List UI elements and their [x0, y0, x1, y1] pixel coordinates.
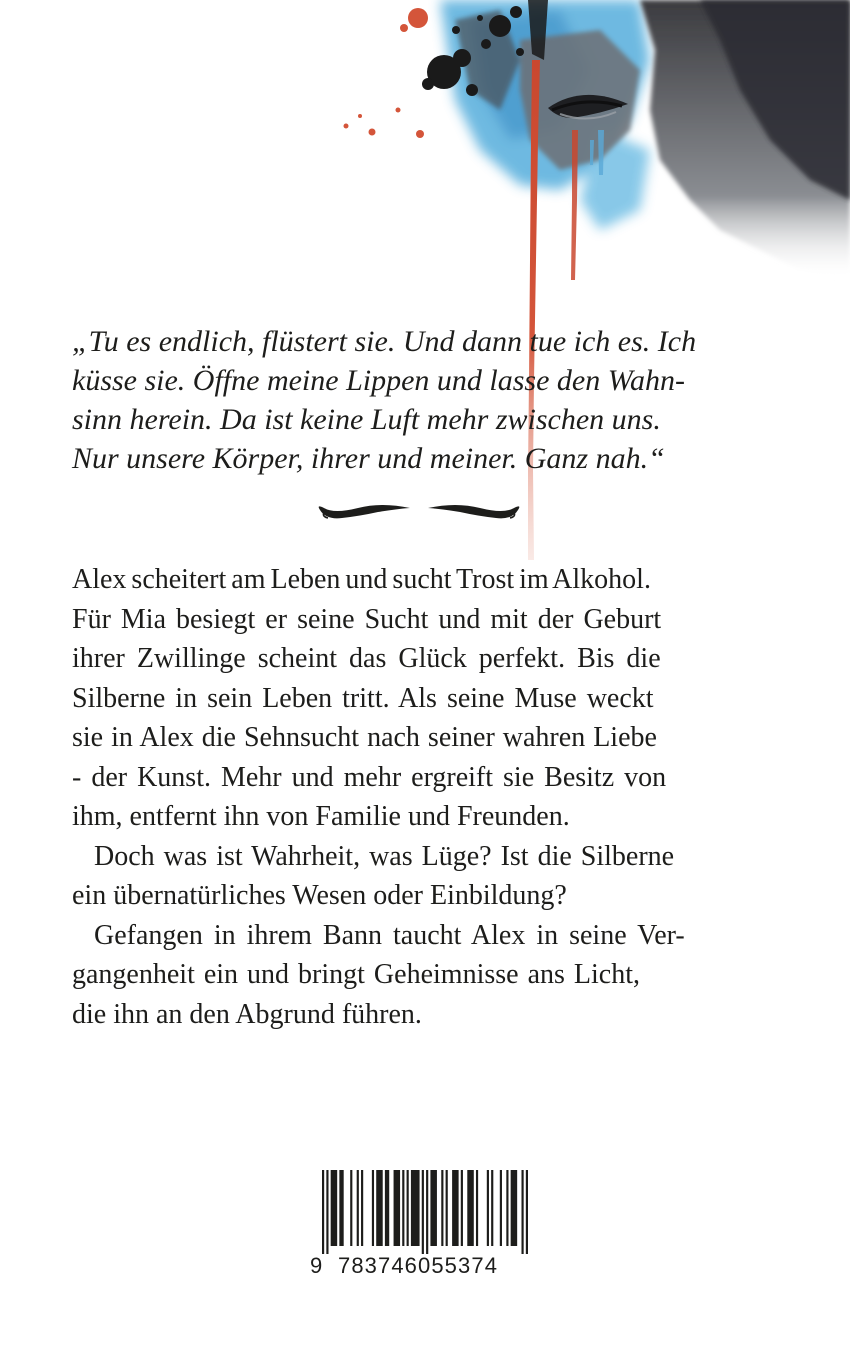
barcode-bar: [422, 1170, 424, 1254]
barcode-bar: [467, 1170, 474, 1246]
barcode-bar: [487, 1170, 489, 1246]
barcode-bar: [500, 1170, 502, 1246]
quote-line: küsse sie. Öffne meine Lippen und lasse den Wahn-: [72, 364, 685, 397]
blurb-line: ihrer Zwillinge scheint das Glück perfekt. Bis die: [72, 643, 661, 674]
blurb-line: Silberne in sein Leben tritt. Als seine Muse weckt: [72, 682, 654, 714]
red-splatters: [344, 8, 429, 138]
barcode-bar: [506, 1170, 508, 1246]
blurb-line: Für Mia besiegt er seine Sucht und mit der Geburt: [72, 603, 662, 635]
barcode-bar: [326, 1170, 328, 1254]
barcode-bar: [461, 1170, 463, 1246]
blurb-line: Doch was ist Wahrheit, was Lüge? Ist die Silberne: [94, 840, 675, 872]
barcode-bar: [372, 1170, 374, 1246]
quote-line: Nur unsere Körper, ihrer und meiner. Ganz nah.“: [72, 442, 665, 475]
barcode-bar: [426, 1170, 428, 1254]
barcode-bar: [430, 1170, 437, 1246]
barcode-bar: [394, 1170, 401, 1246]
barcode-bar: [526, 1170, 528, 1254]
barcode-bar: [350, 1170, 352, 1246]
blurb-line: Alex scheitert am Leben und sucht Trost im Alkohol.: [72, 564, 651, 595]
barcode-bar: [476, 1170, 478, 1246]
barcode-bar: [376, 1170, 383, 1246]
quote-line: sinn herein. Da ist keine Luft mehr zwischen uns.: [72, 403, 661, 436]
barcode-bar: [411, 1170, 420, 1246]
barcode-bar: [361, 1170, 363, 1246]
barcode-bar: [331, 1170, 338, 1246]
hair-shadow: [640, 0, 850, 280]
blurb-paragraph: [72, 560, 762, 837]
barcode-bar: [357, 1170, 359, 1246]
barcode-bar: [491, 1170, 493, 1246]
blurb-line: sie in Alex die Sehnsucht nach seiner wahren Liebe: [72, 722, 657, 753]
barcode-bar: [322, 1170, 324, 1254]
blurb-line: gangenheit ein und bringt Geheimnisse ans Licht,: [72, 959, 640, 990]
barcode-bar: [407, 1170, 409, 1246]
barcode-bar: [339, 1170, 343, 1246]
back-cover-quote: [72, 322, 762, 478]
barcode-bar: [441, 1170, 443, 1246]
quote-line: „Tu es endlich, flüstert sie. Und dann tue ich es. Ich: [72, 325, 697, 358]
barcode-bar: [446, 1170, 448, 1246]
isbn-number: [310, 1253, 528, 1278]
barcode-bars: [322, 1170, 528, 1254]
blurb-line: ihm, entfernt ihn von Familie und Freunden.: [72, 801, 570, 832]
blurb-line: Gefangen in ihrem Bann taucht Alex in seine Ver-: [94, 919, 685, 951]
blurb-line: - der Kunst. Mehr und mehr ergreift sie Besitz von: [72, 761, 667, 793]
isbn-digits: 783746055374: [338, 1253, 499, 1278]
blurb-paragraph: [72, 837, 762, 916]
barcode-bar: [521, 1170, 523, 1254]
isbn-barcode: [310, 1170, 528, 1282]
ornament-divider: [312, 498, 526, 528]
barcode-bar: [385, 1170, 389, 1246]
blurb-paragraph: [72, 916, 762, 1035]
book-blurb: [72, 560, 762, 1034]
barcode-bar: [452, 1170, 459, 1246]
barcode-bar: [402, 1170, 404, 1246]
isbn-first-digit: 9: [310, 1253, 323, 1278]
blurb-line: ein übernatürliches Wesen oder Einbildung?: [72, 880, 567, 911]
blurb-line: die ihn an den Abgrund führen.: [72, 998, 422, 1030]
barcode-bar: [511, 1170, 518, 1246]
